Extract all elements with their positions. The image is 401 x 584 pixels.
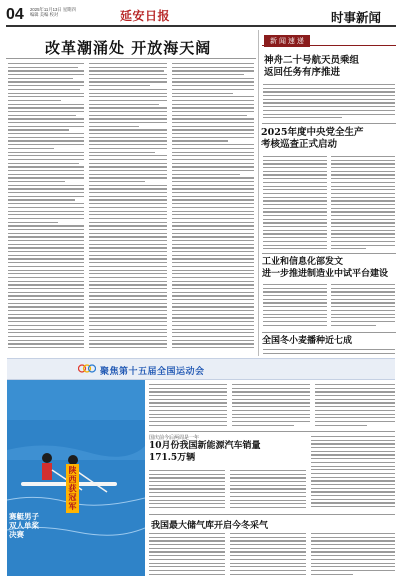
brief-divider xyxy=(262,253,396,254)
games-body-col-2 xyxy=(232,384,310,430)
ev-body-col-1 xyxy=(149,470,225,512)
column-divider xyxy=(258,30,259,356)
miit-body-col-2 xyxy=(331,284,395,330)
shenzhou-headline xyxy=(264,55,396,79)
games-banner-title: 聚焦第十五届全国运动会 xyxy=(100,367,205,377)
masthead-logo: 延安日报 xyxy=(120,9,171,23)
miit-body-col-1 xyxy=(263,284,327,330)
brief-divider xyxy=(262,332,396,333)
miit-headline-line-2: 进一步推进制造业中试平台建设 xyxy=(262,268,389,279)
gas-body-col-3 xyxy=(311,533,395,579)
games-body-col-3 xyxy=(315,384,395,430)
miit-headline-line-1: 工业和信息化部发文 xyxy=(262,257,344,267)
main-body-col-2 xyxy=(89,63,167,353)
miit-headline xyxy=(262,257,396,280)
header-rule xyxy=(6,25,396,27)
ev-body-col-3 xyxy=(311,436,395,512)
news-brief-label: 新 闻 速 递 xyxy=(264,35,310,47)
page-number: 04 xyxy=(6,6,24,23)
games-body-col-1 xyxy=(149,384,227,430)
gas-body-col-1 xyxy=(149,533,225,579)
news-brief-rule xyxy=(262,45,396,46)
photo-caption: 赛艇男子双人单桨决赛 xyxy=(9,512,39,539)
section-title: 时事新闻 xyxy=(331,11,382,25)
inspection-body-col-1 xyxy=(263,156,327,252)
headline-divider xyxy=(6,58,256,59)
brief-divider xyxy=(262,123,396,124)
ev-body-col-2 xyxy=(230,470,306,512)
photo-tag: 陕西获冠军 xyxy=(66,464,79,513)
inspection-headline-line-1: 2025年度中央党全生产 xyxy=(261,127,364,138)
main-body-col-1 xyxy=(8,63,84,353)
gas-storage-headline: 我国最大储气库开启今冬采气 xyxy=(151,521,269,531)
issue-date: 2025年11月13日 星期四 xyxy=(30,7,76,12)
shenzhou-body xyxy=(263,84,395,122)
article-divider xyxy=(149,514,395,515)
inspection-headline-line-2: 考核巡查正式启动 xyxy=(261,139,338,150)
shenzhou-headline-line-1: 神舟二十号航天员乘组 xyxy=(264,55,360,66)
gas-body-col-2 xyxy=(230,533,306,579)
date-line xyxy=(30,7,76,17)
wheat-headline: 全国冬小麦播种近七成 xyxy=(262,336,353,346)
shenzhou-headline-line-2: 返回任务有序推进 xyxy=(264,67,341,78)
article-divider xyxy=(149,431,395,432)
games-logo-icon xyxy=(78,362,96,375)
inspection-body-col-2 xyxy=(331,156,395,252)
wheat-body xyxy=(263,349,395,356)
main-headline: 改革潮涌处 开放海天阔 xyxy=(45,39,212,57)
inspection-headline xyxy=(261,127,396,151)
editor-credits: 编辑 美编 校对 xyxy=(30,12,59,18)
ev-headline xyxy=(149,441,299,464)
main-body-col-3 xyxy=(172,63,254,353)
ev-headline-line-2: 171.5万辆 xyxy=(149,452,196,463)
ev-kicker: 国庆前今后两周是一年 xyxy=(149,435,200,441)
ev-headline-line-1: 10月份我国新能源汽车销量 xyxy=(149,441,261,451)
